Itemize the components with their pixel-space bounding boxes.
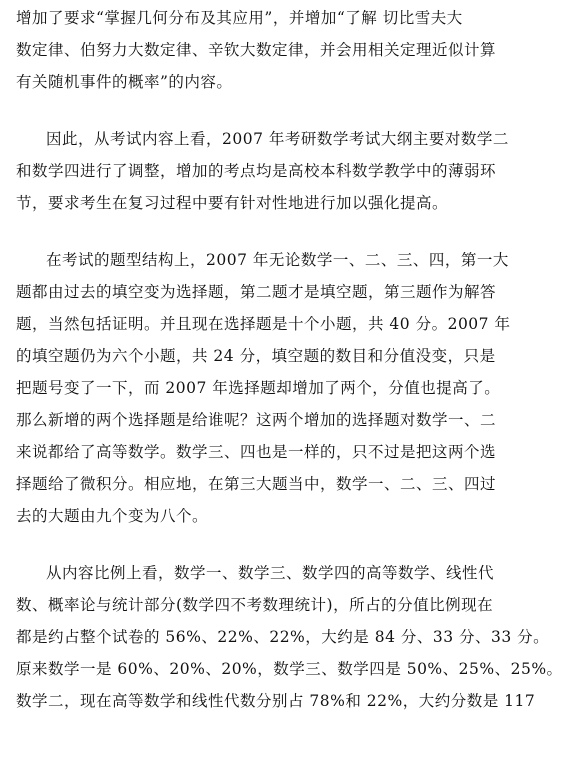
text-line: 那么新增的两个选择题是给谁呢？这两个增加的选择题对数学一、二: [16, 411, 497, 429]
text-line: 有关随机事件的概率”的内容。: [16, 73, 233, 91]
text-line: 数学二，现在高等数学和线性代数分别占 78%和 22%，大约分数是 117: [16, 692, 536, 710]
paragraph-spacer: [16, 532, 494, 557]
paragraph-spacer: [16, 98, 494, 123]
text-line: 增加了要求“掌握几何分布及其应用”，并增加“了解 切比雪夫大: [16, 9, 463, 27]
text-line: 都是约占整个试卷的 56%、22%、22%，大约是 84 分、33 分、33 分。: [16, 628, 550, 646]
text-line: 题都由过去的填空变为选择题，第二题才是填空题，第三题作为解答: [16, 283, 497, 301]
paragraph-3: [16, 244, 511, 532]
text-line: 的填空题仍为六个小题，共 24 分，填空题的数目和分值没变，只是: [16, 347, 496, 365]
text-line: 去的大题由九个变为八个。: [16, 507, 209, 525]
text-line: 和数学四进行了调整，增加的考点均是高校本科数学教学中的薄弱环: [16, 162, 497, 180]
text-line: 来说都给了高等数学。数学三、四也是一样的，只不过是把这两个选: [16, 443, 497, 461]
paragraph-spacer: [16, 219, 494, 244]
text-line: 从内容比例上看，数学一、数学三、数学四的高等数学、线性代: [46, 564, 495, 582]
paragraph-2: [16, 123, 509, 219]
text-line: 题，当然包括证明。并且现在选择题是十个小题，共 40 分。2007 年: [16, 315, 511, 333]
text-line: 因此，从考试内容上看，2007 年考研数学考试大纲主要对数学二: [46, 130, 509, 148]
paragraph-1: [16, 2, 497, 98]
text-line: 节，要求考生在复习过程中要有针对性地进行加以强化提高。: [16, 194, 449, 212]
text-line: 把题号变了一下，而 2007 年选择题却增加了两个，分值也提高了。: [16, 379, 501, 397]
text-line: 择题给了微积分。相应地，在第三大题当中，数学一、二、三、四过: [16, 475, 497, 493]
paragraph-4: [16, 557, 563, 717]
text-line: 原来数学一是 60%、20%、20%，数学三、数学四是 50%、25%、25%。: [16, 660, 563, 678]
text-line: 在考试的题型结构上，2007 年无论数学一、二、三、四，第一大: [46, 251, 509, 269]
text-line: 数定律、伯努力大数定律、辛钦大数定律，并会用相关定理近似计算: [16, 41, 497, 59]
text-line: 数、概率论与统计部分(数学四不考数理统计)，所占的分值比例现在: [16, 596, 494, 614]
